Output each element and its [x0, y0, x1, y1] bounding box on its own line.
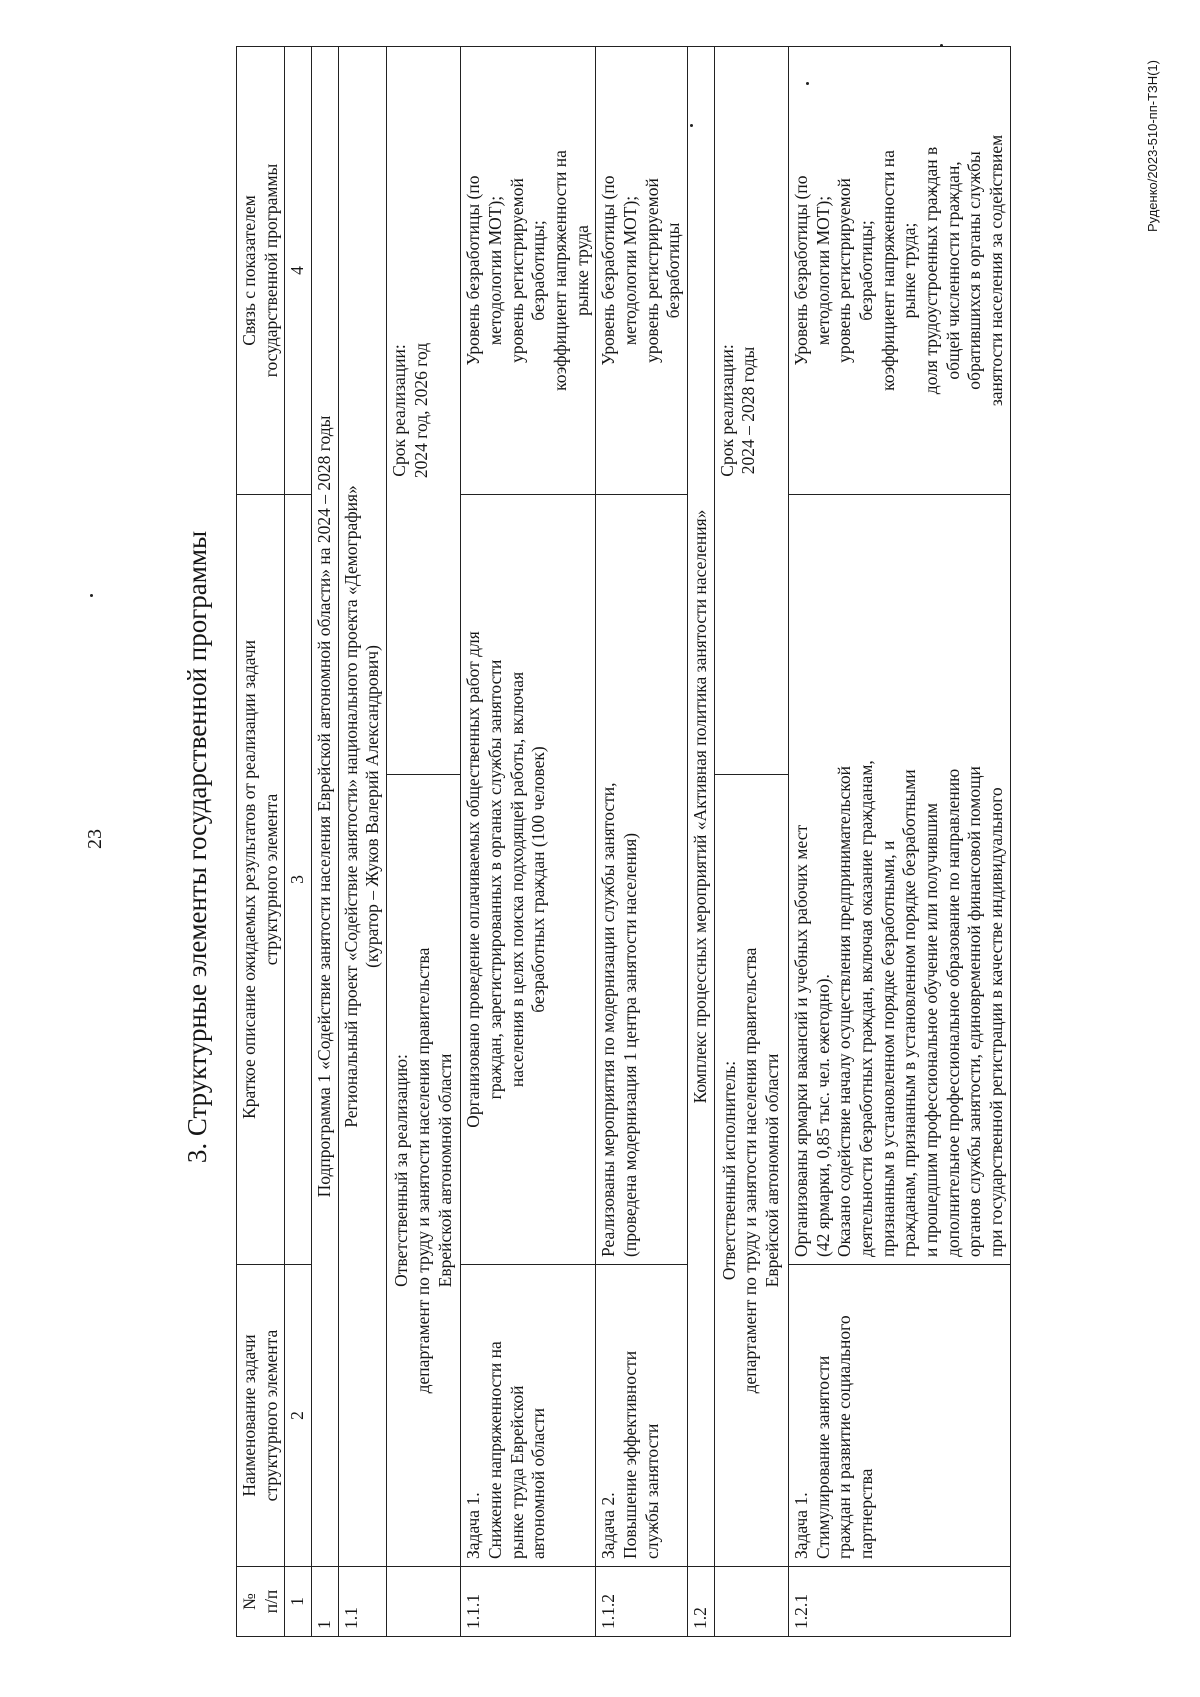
header-result: Краткое описание ожидаемых результатов от реализации задачи структурного элемента: [237, 494, 285, 1264]
header-task-name: Наименование задачи структурного элемента: [237, 1265, 285, 1567]
scan-speck: [690, 124, 693, 127]
project-info-row: [387, 46, 461, 1636]
header-number: № п/п: [237, 1567, 285, 1637]
complex-number: 1.2: [688, 1567, 715, 1637]
table-row: [596, 46, 688, 1636]
row-result: Организованы ярмарки вакансий и учебных рабочих мест (42 ярмарки, 0,85 тыс. чел. ежегодно). Оказано содействие началу осуществления предпринимательской деятельности безработных граждан, включая оказание гражданам, признанным в установленном порядке безработными, и гражданам, признанным в установленном порядке безработными и прошедшим профессиональное обучение или получившим дополнительное профессиональное образование по направлению органов службы занятости, единовременной финансовой помощи при государственной регистрации в качестве индивидуального: [788, 494, 1010, 1264]
row-number: 1.1.1: [461, 1567, 596, 1637]
page-title: 3. Структурные элементы государственной программы: [182, 530, 212, 1164]
row-task: Задача 1. Стимулирование занятости граждан и развитие социального партнерства: [788, 1265, 1010, 1567]
subprogram-number: 1: [312, 1567, 339, 1637]
project-title: Региональный проект «Содействие занятости» национального проекта «Демография» (куратор – Жуков Валерий Александрович): [338, 46, 386, 1566]
row-link: Уровень безработицы (по методологии МОТ); уровень регистрируемой безработицы: [596, 46, 688, 494]
row-number: 1.1.2: [596, 1567, 688, 1637]
header-num-2: 2: [285, 1265, 312, 1567]
empty-cell: [387, 1567, 461, 1637]
project-row: [338, 46, 386, 1636]
scan-speck: [806, 82, 809, 85]
empty-cell: [714, 1567, 788, 1637]
row-task: Задача 2. Повышение эффективности службы занятости: [596, 1265, 688, 1567]
row-number: 1.2.1: [788, 1567, 1010, 1637]
table-row: [461, 46, 596, 1636]
structure-table: [236, 46, 1011, 1637]
complex-info-row: [714, 46, 788, 1636]
subprogram-row: [312, 46, 339, 1636]
header-link: Связь с показателем государственной программы: [237, 46, 285, 494]
row-task: Задача 1. Снижение напряженности на рынке труда Еврейской автономной области: [461, 1265, 596, 1567]
row-link: Уровень безработицы (по методологии МОТ); уровень регистрируемой безработицы; коэффициент напряженности на рынке труда; доля трудоустроенных граждан в общей численности граждан, обратившихся в органы службы занятости населения за содействием: [788, 46, 1010, 494]
scan-speck: [90, 594, 93, 597]
complex-responsible: Ответственный исполнитель: департамент по труду и занятости населения правительства Еврейской автономной области: [714, 775, 788, 1567]
project-responsible: Ответственный за реализацию: департамент по труду и занятости населения правительства Еврейской автономной области: [387, 775, 461, 1567]
subprogram-title: Подпрограмма 1 «Содействие занятости населения Еврейской автономной области» на 2024 – 2028 годы: [312, 46, 339, 1566]
page-number: 23: [84, 829, 106, 849]
row-result: Реализованы мероприятия по модернизации службы занятости, (проведена модернизация 1 центра занятости населения): [596, 494, 688, 1264]
row-link: Уровень безработицы (по методологии МОТ); уровень регистрируемой безработицы; коэффициент напряженности на рынке труда: [461, 46, 596, 494]
row-result: Организовано проведение оплачиваемых общественных работ для граждан, зарегистрированных в органах службы занятости населения в целях поиска подходящей работы, включая безработных граждан (100 человек): [461, 494, 596, 1264]
complex-row: [688, 46, 715, 1636]
complex-period: Срок реализации: 2024 – 2028 годы: [714, 46, 788, 774]
header-num-3: 3: [285, 494, 312, 1264]
table-row: [788, 46, 1010, 1636]
scan-speck: [940, 44, 943, 47]
project-number: 1.1: [338, 1567, 386, 1637]
header-num-4: 4: [285, 46, 312, 494]
header-row: [237, 46, 285, 1636]
complex-title: Комплекс процессных мероприятий «Активная политика занятости населения»: [688, 46, 715, 1566]
header-numbers-row: [285, 46, 312, 1636]
header-num-1: 1: [285, 1567, 312, 1637]
project-period: Срок реализации: 2024 год, 2026 год: [387, 46, 461, 774]
footer-code: Руденко/2023-510-пп-ТЗН(1): [1145, 60, 1160, 233]
